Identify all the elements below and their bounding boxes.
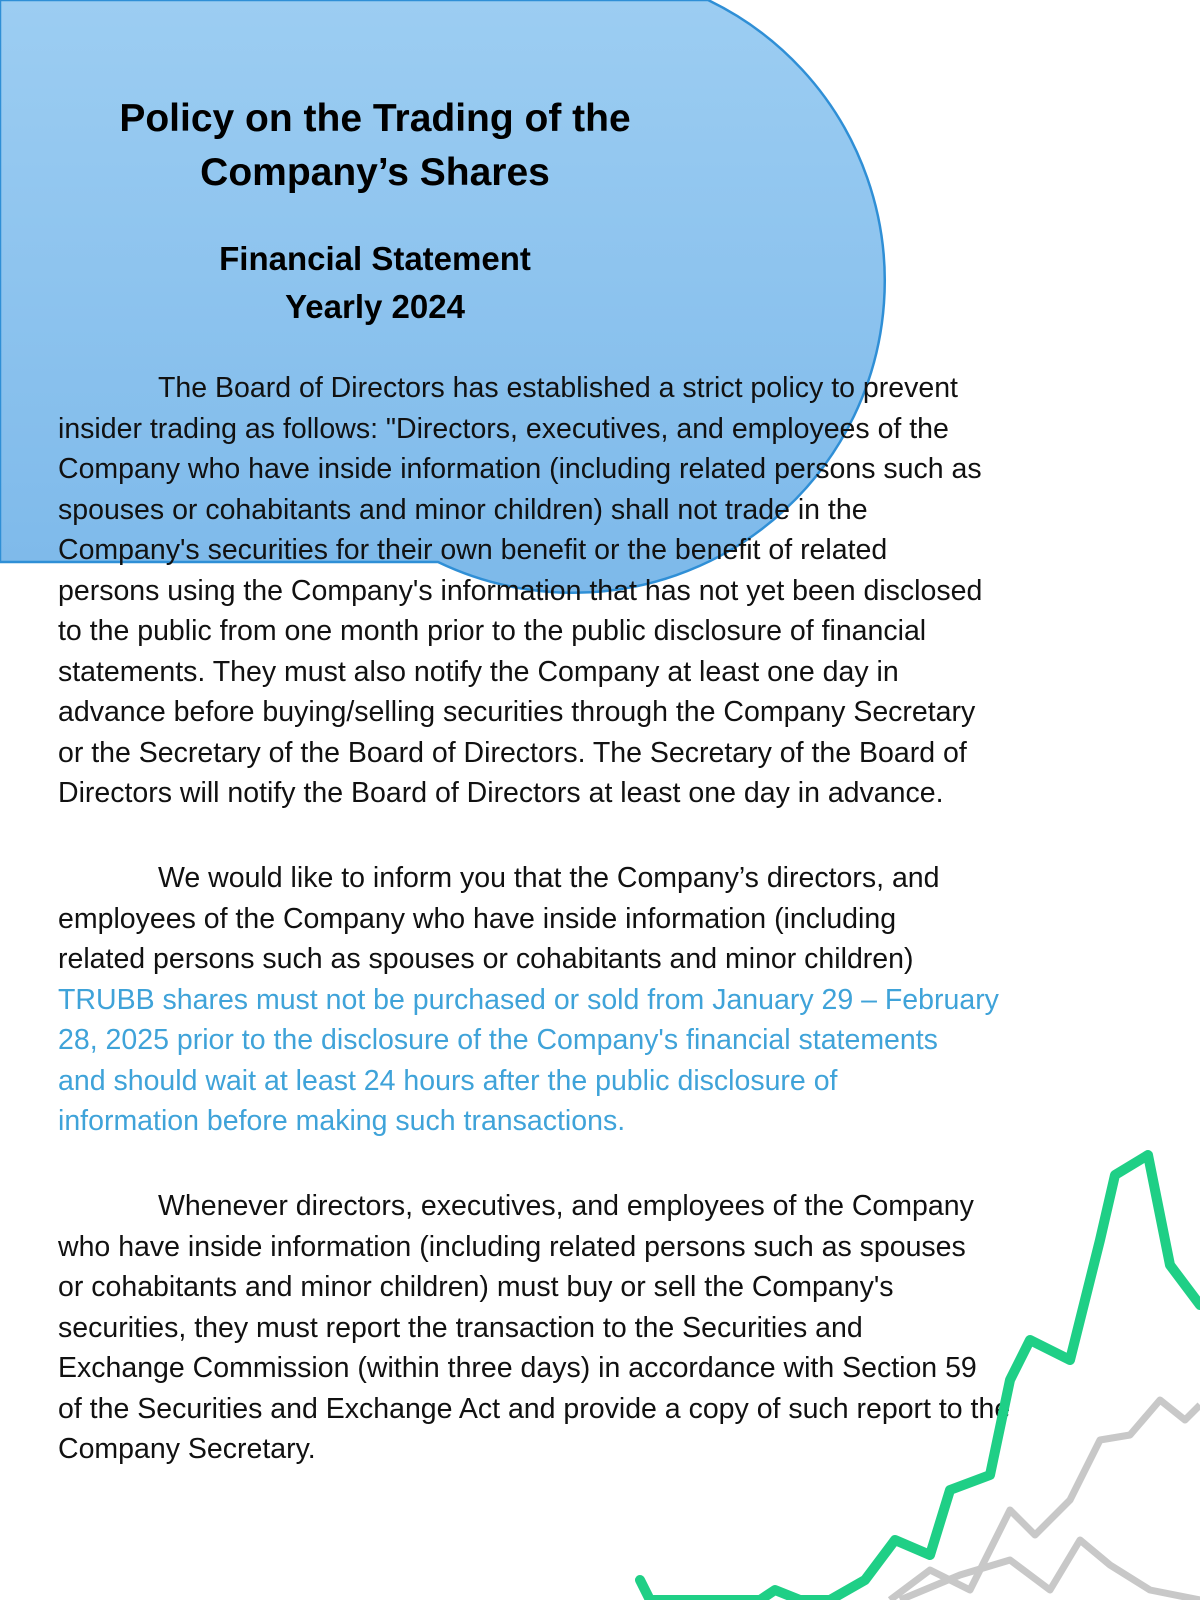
page-title-line-2: Company’s Shares (200, 151, 550, 194)
paragraph-2-text: We would like to inform you that the Company’s directors, and employees of the Company who have inside information (including related persons such as spouses or cohabitants and minor children) (58, 862, 940, 975)
paragraph-reporting-requirement (58, 1186, 1178, 1470)
subtitle-line-2: Yearly 2024 (285, 288, 465, 325)
paragraph-1-text: The Board of Directors has established a strict policy to prevent insider trading as follows: "Directors, executives, and employees of the Company who have inside information (including related persons such as spouses or cohabitants and minor children) shall not trade in the Company's securities for their own benefit or the benefit of related persons using the Company's information that has not yet been disclosed to the public from one month prior to the public disclosure of financial statements. They must also notify the Company at least one day in advance before buying/selling securities through the Company Secretary or the Secretary of the Board of Directors. The Secretary of the Board of Directors will notify the Board of Directors at least one day in advance. (58, 372, 983, 809)
paragraph-blackout-notice (58, 858, 1178, 1142)
paragraph-3-text: Whenever directors, executives, and employees of the Company who have inside information (including related persons such as spouses or cohabitants and minor children) must buy or sell the Company's securities, they must report the transaction to the Securities and Exchange Commission (within three days) in accordance with Section 59 of the Securities and Exchange Act and provide a copy of such report to the Company Secretary. (58, 1190, 1011, 1465)
subtitle-line-1: Financial Statement (219, 240, 531, 277)
paragraph-insider-trading-policy (58, 368, 1178, 814)
page-title-line-1: Policy on the Trading of the (119, 97, 631, 140)
blackout-period-highlight: TRUBB shares must not be purchased or sold from January 29 – February 28, 2025 prior to the disclosure of the Company's financial statements and should wait at least 24 hours after the public disclosure of information before making such transactions. (58, 983, 999, 1137)
